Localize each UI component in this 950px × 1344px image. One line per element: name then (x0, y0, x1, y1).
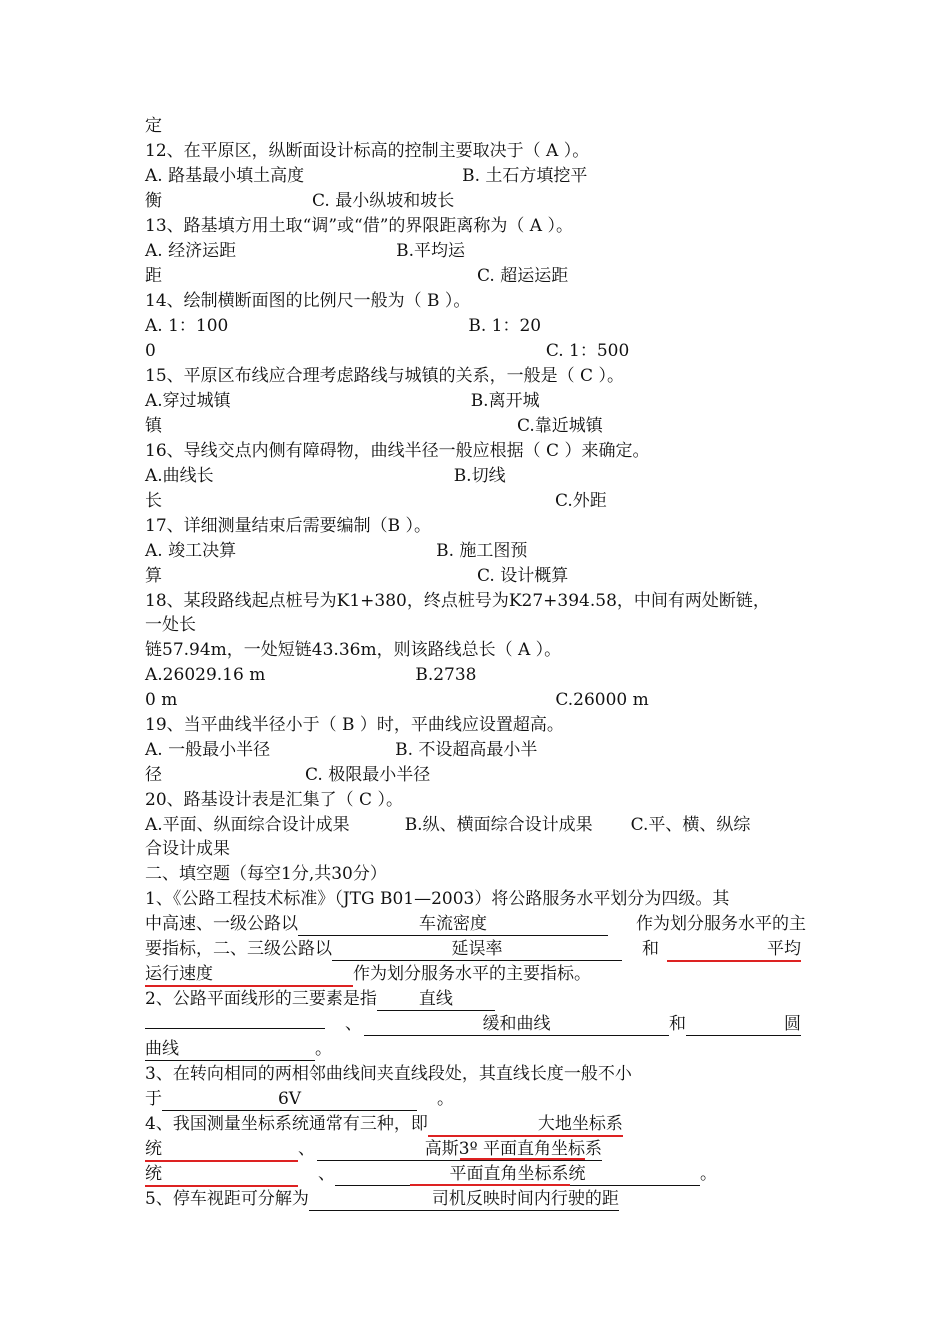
fill-line: 统 、 高斯3º 平面直角坐标系 (145, 1138, 602, 1160)
answer-blank: 统 (145, 1163, 298, 1187)
options-line: A.曲线长 B.切线 (145, 466, 506, 486)
options-line: A. 一般最小半径 B. 不设超高最小半 (145, 740, 538, 760)
question-14: 14、绘制横断面图的比例尺一般为（ B ）。 (145, 291, 471, 311)
red-underline (460, 1158, 585, 1160)
answer-blank: 平面直角坐标系统 (335, 1163, 700, 1186)
question-18: 18、某段路线起点桩号为K1+380，终点桩号为K27+394.58，中间有两处断链， (145, 591, 770, 611)
fill-line: 运行速度 作为划分服务水平的主要指标。 (145, 963, 591, 985)
options-line: 衡 C. 最小纵坡和坡长 (145, 191, 455, 211)
fill-line: 曲线 。 (145, 1039, 332, 1059)
answer-blank: 大地坐标系 (428, 1113, 623, 1137)
answer-blank: 统 (145, 1138, 298, 1162)
options-line: A.穿过城镇 B.离开城 (145, 391, 540, 411)
answer-blank: 平均 (667, 938, 801, 962)
blank-question-5: 5、停车视距可分解为 司机反映时间内行驶的距 (145, 1189, 619, 1209)
options-line: A.平面、纵面综合设计成果 B.纵、横面综合设计成果 C.平、横、纵综 (145, 815, 751, 835)
answer-blank: 延误率 (332, 938, 622, 961)
question-12: 12、在平原区，纵断面设计标高的控制主要取决于（ A ）。 (145, 141, 590, 161)
answer-blank: 运行速度 (145, 963, 353, 987)
options-line: 距 C. 超运运距 (145, 266, 569, 286)
answer-blank: 曲线 (145, 1038, 315, 1061)
section-heading: 二、填空题（每空1分,共30分） (145, 864, 387, 884)
text-line: 定 (145, 116, 162, 136)
answer-blank: 司机反映时间内行驶的距 (309, 1188, 619, 1211)
fill-line: 、 缓和曲线 和 圆 (145, 1013, 801, 1035)
answer-blank: 直线 (377, 988, 495, 1011)
options-line: 算 C. 设计概算 (145, 566, 569, 586)
fill-line: 要指标，二、三级公路以 延误率 和 平均 (145, 938, 801, 960)
answer-blank (145, 1028, 325, 1029)
answer-blank: 车流密度 (298, 913, 608, 936)
blank-question-1: 1、《公路工程技术标准》（JTG B01—2003）将公路服务水平划分为四级。其 (145, 889, 730, 909)
text-line: 链57.94m，一处短链43.36m，则该路线总长（ A ）。 (145, 640, 562, 660)
question-19: 19、当平曲线半径小于（ B ）时，平曲线应设置超高。 (145, 715, 564, 735)
answer-blank: 圆 (686, 1013, 801, 1036)
fill-line: 统 、 平面直角坐标系统 。 (145, 1163, 717, 1185)
options-line: A. 路基最小填土高度 B. 土石方填挖平 (145, 166, 588, 186)
question-20: 20、路基设计表是汇集了（ C ）。 (145, 790, 403, 810)
text-line: 一处长 (145, 615, 196, 635)
options-line: 0 C. 1：500 (145, 341, 630, 361)
question-13: 13、路基填方用土取“调”或“借”的界限距离称为（ A ）。 (145, 216, 573, 236)
fill-line: 中高速、一级公路以 车流密度 作为划分服务水平的主 (145, 914, 806, 934)
options-line: A. 1：100 B. 1：20 (145, 316, 542, 336)
options-line: A. 竣工决算 B. 施工图预 (145, 541, 528, 561)
fill-line: 于 6V 。 (145, 1089, 454, 1109)
answer-blank: 6V (162, 1088, 417, 1111)
answer-blank: 缓和曲线 (364, 1013, 669, 1036)
options-line: 长 C.外距 (145, 491, 607, 511)
options-line: A. 经济运距 B.平均运 (145, 241, 465, 261)
blank-question-2: 2、公路平面线形的三要素是指 直线 (145, 988, 495, 1010)
blank-question-4: 4、我国测量坐标系统通常有三种，即 大地坐标系 (145, 1113, 623, 1135)
answer-blank: 高斯3º 平面直角坐标系 (317, 1138, 602, 1161)
options-line: A.26029.16 m B.2738 (145, 665, 477, 685)
text-line: 合设计成果 (145, 839, 230, 859)
red-underline (410, 1184, 570, 1186)
options-line: 镇 C.靠近城镇 (145, 416, 603, 436)
options-line: 径 C. 极限最小半径 (145, 765, 431, 785)
blank-question-3: 3、在转向相同的两相邻曲线间夹直线段处，其直线长度一般不小 (145, 1064, 632, 1084)
question-17: 17、详细测量结束后需要编制（B ）。 (145, 516, 432, 536)
options-line: 0 m C.26000 m (145, 690, 649, 710)
question-15: 15、平原区布线应合理考虑路线与城镇的关系，一般是（ C ）。 (145, 366, 624, 386)
question-16: 16、导线交点内侧有障碍物，曲线半径一般应根据（ C ）来确定。 (145, 441, 650, 461)
